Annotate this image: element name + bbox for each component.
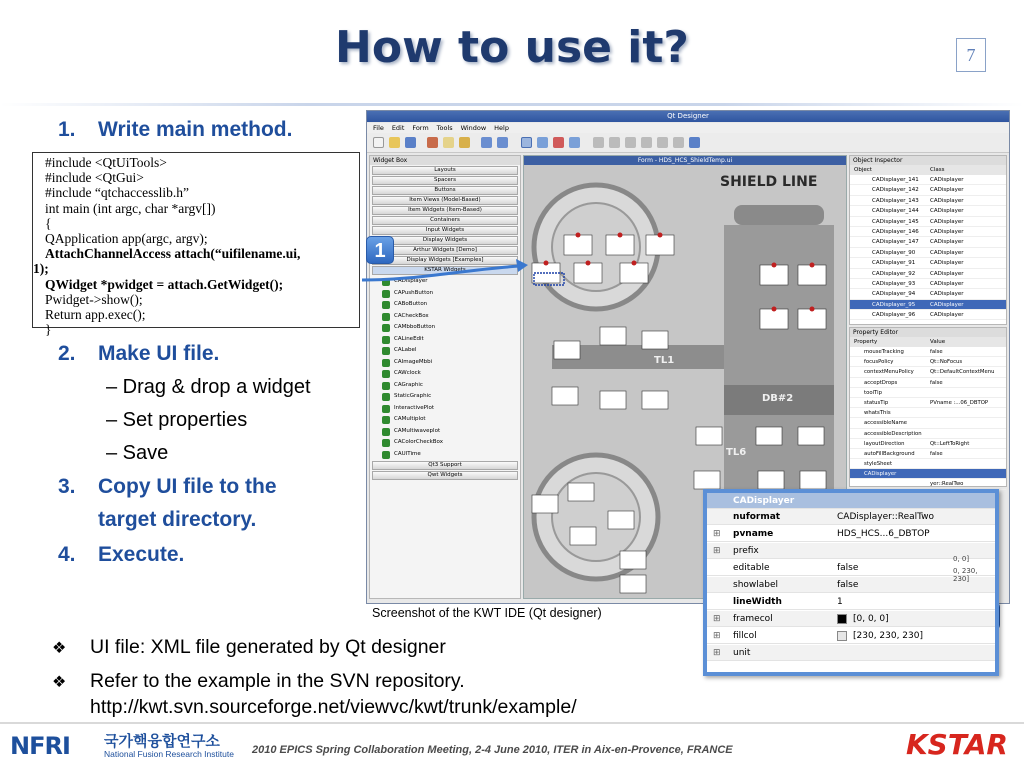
category-spacers[interactable]: Spacers xyxy=(372,176,518,185)
step-text: Execute. xyxy=(98,543,185,566)
object-row[interactable]: CADisplayer_90 CADisplayer xyxy=(850,248,1006,258)
zoom-header: CADisplayer xyxy=(707,493,995,509)
object-row[interactable]: CADisplayer_96 CADisplayer xyxy=(850,310,1006,320)
code-line: Return app.exec(); xyxy=(45,307,146,323)
redo-icon[interactable] xyxy=(497,137,508,148)
step-text: target directory. xyxy=(98,508,257,531)
color-swatch[interactable] xyxy=(837,614,847,624)
property-row[interactable]: mouseTracking false xyxy=(850,347,1006,357)
property-row[interactable]: statusTip PVname :...06_DBTOP xyxy=(850,398,1006,408)
code-line: 1); xyxy=(33,261,49,277)
object-inspector xyxy=(849,155,1007,325)
menu-help[interactable]: Help xyxy=(494,124,509,132)
property-row[interactable]: contextMenuPolicy Qt::DefaultContextMenu xyxy=(850,367,1006,377)
new-icon[interactable] xyxy=(373,137,384,148)
menu-window[interactable]: Window xyxy=(460,124,487,132)
category-buttons[interactable]: Buttons xyxy=(372,186,518,195)
step-text: Write main method. xyxy=(98,118,293,141)
col-object: Object xyxy=(854,167,872,173)
note-text: UI file: XML file generated by Qt designer xyxy=(90,636,446,658)
prop-row[interactable]: ⊞ prefix xyxy=(707,543,995,559)
step-number: 2. xyxy=(58,342,76,365)
nfri-wordmark: NFRI xyxy=(10,732,70,760)
category-kstar-widgets[interactable]: KSTAR Widgets xyxy=(372,266,518,275)
prop-row[interactable]: ⊞ unit xyxy=(707,645,995,661)
layout-h-icon[interactable] xyxy=(593,137,604,148)
widget-item[interactable]: CAMbboButton xyxy=(370,322,520,334)
step-4 xyxy=(58,543,184,567)
step-number: 1. xyxy=(58,118,76,141)
property-row[interactable]: accessibleDescription xyxy=(850,429,1006,439)
widget-item[interactable]: CAMultiwaveplot xyxy=(370,426,520,438)
object-row[interactable]: CADisplayer_145 CADisplayer xyxy=(850,217,1006,227)
menu-form[interactable]: Form xyxy=(412,124,429,132)
screenshot-caption: Screenshot of the KWT IDE (Qt designer) xyxy=(372,606,602,620)
code-line: QApplication app(argc, argv); xyxy=(45,231,208,247)
code-line: } xyxy=(45,322,52,338)
category-display-widgets[interactable]: Display Widgets xyxy=(372,236,518,245)
diamond-bullet-icon: ❖ xyxy=(52,640,67,657)
layout-split-v-icon[interactable] xyxy=(641,137,652,148)
adjust-size-icon[interactable] xyxy=(689,137,700,148)
save-icon[interactable] xyxy=(405,137,416,148)
paste-icon[interactable] xyxy=(459,137,470,148)
layout-grid-icon[interactable] xyxy=(657,137,668,148)
category-layouts[interactable]: Layouts xyxy=(372,166,518,175)
step-3-cont xyxy=(58,508,256,532)
property-row[interactable]: yer::RealTwo xyxy=(850,479,1006,489)
note-link[interactable]: http://kwt.svn.sourceforge.net/viewvc/kwt/trunk/example/ xyxy=(90,696,577,718)
object-inspector-title: Object Inspector xyxy=(850,156,1006,165)
edit-widgets-icon[interactable] xyxy=(521,137,532,148)
nfri-logo xyxy=(10,730,240,762)
category-item-widgets[interactable]: Item Widgets (Item-Based) xyxy=(372,206,518,215)
step-text: Make UI file. xyxy=(98,342,220,365)
substep: – Set properties xyxy=(106,409,248,431)
widget-item[interactable]: CALabel xyxy=(370,345,520,357)
widget-box-title: Widget Box xyxy=(370,156,520,165)
object-row[interactable]: CADisplayer_92 CADisplayer xyxy=(850,269,1006,279)
widget-item[interactable]: CAPushButton xyxy=(370,288,520,300)
code-line: QWidget *pwidget = attach.GetWidget(); xyxy=(45,276,284,292)
widget-item[interactable]: CAColorCheckBox xyxy=(370,437,520,449)
object-row[interactable]: CADisplayer_146 CADisplayer xyxy=(850,227,1006,237)
title-divider xyxy=(0,103,1024,106)
category-arthur-widgets[interactable]: Arthur Widgets [Demo] xyxy=(372,246,518,255)
zoomed-property-panel xyxy=(703,489,999,676)
widget-item[interactable]: CAGraphic xyxy=(370,380,520,392)
category-qt3-support[interactable]: Qt3 Support xyxy=(372,461,518,470)
widget-item[interactable]: CABoButton xyxy=(370,299,520,311)
property-row-selected[interactable]: CADisplayer xyxy=(850,469,1006,479)
prop-row[interactable]: editable false xyxy=(707,560,995,576)
layout-v-icon[interactable] xyxy=(609,137,620,148)
category-qwt-widgets[interactable]: Qwt Widgets xyxy=(372,471,518,480)
widget-item[interactable]: CALineEdit xyxy=(370,334,520,346)
substep: – Drag & drop a widget xyxy=(106,376,311,398)
layout-split-h-icon[interactable] xyxy=(625,137,636,148)
widget-item[interactable]: CAWclock xyxy=(370,368,520,380)
property-editor-title: Property Editor xyxy=(850,328,1006,337)
side-value: 0, 230, 230] xyxy=(953,567,978,583)
color-swatch[interactable] xyxy=(837,631,847,641)
widget-item[interactable]: CADisplayer xyxy=(370,276,520,288)
code-line: Pwidget->show(); xyxy=(45,291,143,307)
prop-row[interactable]: lineWidth 1 xyxy=(707,594,995,610)
canvas-label-tl6: TL6 xyxy=(726,447,747,458)
menu-file[interactable]: File xyxy=(373,124,384,132)
prop-row[interactable]: ⊞ fillcol [230, 230, 230] xyxy=(707,628,995,644)
widget-item[interactable]: CAImageMbbi xyxy=(370,357,520,369)
step-1 xyxy=(58,118,292,142)
prop-row[interactable]: showlabel false xyxy=(707,577,995,593)
note-text: Refer to the example in the SVN repository. xyxy=(90,670,465,692)
object-row[interactable]: CADisplayer_91 CADisplayer xyxy=(850,258,1006,268)
open-icon[interactable] xyxy=(389,137,400,148)
step-number: 3. xyxy=(58,475,76,498)
object-row[interactable]: CADisplayer_93 CADisplayer xyxy=(850,279,1006,289)
side-value: 0, 0] xyxy=(953,555,970,563)
object-row[interactable]: CADisplayer_144 CADisplayer xyxy=(850,206,1006,216)
page-number: 7 xyxy=(956,38,986,72)
widget-box xyxy=(369,155,521,599)
property-row[interactable]: toolTip xyxy=(850,388,1006,398)
toolbar xyxy=(367,133,1009,153)
object-row[interactable]: CADisplayer_147 CADisplayer xyxy=(850,237,1006,247)
widget-item[interactable]: CACheckBox xyxy=(370,311,520,323)
step-number: 4. xyxy=(58,543,76,566)
property-row[interactable]: acceptDrops false xyxy=(850,378,1006,388)
cut-icon[interactable] xyxy=(427,137,438,148)
category-input-widgets[interactable]: Input Widgets xyxy=(372,226,518,235)
step-3 xyxy=(58,475,277,499)
edit-tab-order-icon[interactable] xyxy=(569,137,580,148)
property-editor-header xyxy=(850,337,1006,347)
object-inspector-header xyxy=(850,165,1006,175)
substep: – Save xyxy=(106,442,169,464)
step-badge-1: 1 xyxy=(366,236,394,264)
nfri-english-name: National Fusion Research Institute xyxy=(104,749,234,759)
code-line: #include <QtUiTools> xyxy=(45,155,167,170)
code-line: #include <QtGui> xyxy=(45,170,144,186)
code-line: int main (int argc, char *argv[]) xyxy=(45,200,216,216)
code-line: { xyxy=(45,215,52,231)
diamond-bullet-icon: ❖ xyxy=(52,674,67,691)
code-line: AttachChannelAccess attach(“uifilename.ui, xyxy=(45,246,301,262)
col-class: Class xyxy=(930,167,945,173)
kstar-logo xyxy=(880,728,1010,762)
menu-tools[interactable]: Tools xyxy=(436,124,453,132)
category-display-examples[interactable]: Display Widgets [Examples] xyxy=(372,256,518,265)
form-title: Form - HDS_HCS_ShieldTemp.ui xyxy=(524,156,846,165)
property-row[interactable]: focusPolicy Qt::NoFocus xyxy=(850,357,1006,367)
nfri-korean-name: 국가핵융합연구소 xyxy=(104,732,220,750)
col-value: Value xyxy=(930,339,946,345)
widget-item[interactable]: InteractivePlot xyxy=(370,403,520,415)
widget-item[interactable]: StaticGraphic xyxy=(370,391,520,403)
property-row[interactable]: styleSheet xyxy=(850,459,1006,469)
canvas-label-shield: SHIELD LINE xyxy=(720,174,818,190)
widget-item[interactable]: CAMultiplot xyxy=(370,414,520,426)
object-row[interactable]: CADisplayer_143 CADisplayer xyxy=(850,196,1006,206)
canvas-label-db2: DB#2 xyxy=(762,393,794,404)
property-row[interactable]: autoFillBackground false xyxy=(850,449,1006,459)
object-row[interactable]: CADisplayer_94 CADisplayer xyxy=(850,289,1006,299)
prop-row[interactable]: ⊞ pvname HDS_HCS...6_DBTOP xyxy=(707,526,995,542)
object-row[interactable]: CADisplayer_142 CADisplayer xyxy=(850,185,1006,195)
window-title: Qt Designer xyxy=(367,111,1009,122)
property-row[interactable]: accessibleName xyxy=(850,418,1006,428)
code-line: #include “qtchaccesslib.h” xyxy=(45,185,189,201)
property-row[interactable]: whatsThis xyxy=(850,408,1006,418)
edit-buddies-icon[interactable] xyxy=(553,137,564,148)
menu-edit[interactable]: Edit xyxy=(391,124,405,132)
step-text: Copy UI file to the xyxy=(98,475,277,498)
undo-icon[interactable] xyxy=(481,137,492,148)
prop-row[interactable]: nuformat CADisplayer::RealTwo xyxy=(707,509,995,525)
step-2 xyxy=(58,342,219,366)
object-row-selected[interactable]: CADisplayer_95 CADisplayer xyxy=(850,300,1006,310)
col-property: Property xyxy=(854,339,878,345)
slide-title: How to use it? xyxy=(335,22,689,73)
property-row[interactable]: layoutDirection Qt::LeftToRight xyxy=(850,439,1006,449)
widget-item[interactable]: CAUITime xyxy=(370,449,520,461)
category-containers[interactable]: Containers xyxy=(372,216,518,225)
footer-divider xyxy=(0,722,1024,724)
object-row[interactable]: CADisplayer_141 CADisplayer xyxy=(850,175,1006,185)
menu-bar xyxy=(367,123,1009,133)
break-layout-icon[interactable] xyxy=(673,137,684,148)
edit-signals-icon[interactable] xyxy=(537,137,548,148)
kstar-wordmark: KSTAR xyxy=(905,728,1008,761)
code-box xyxy=(32,152,360,338)
category-item-views[interactable]: Item Views (Model-Based) xyxy=(372,196,518,205)
property-editor xyxy=(849,327,1007,487)
canvas-label-tl1: TL1 xyxy=(654,355,675,366)
prop-row[interactable]: ⊞ framecol [0, 0, 0] xyxy=(707,611,995,627)
copy-icon[interactable] xyxy=(443,137,454,148)
footer-text: 2010 EPICS Spring Collaboration Meeting, 2-4 June 2010, ITER in Aix-en-Provence, FRANCE xyxy=(252,744,733,756)
